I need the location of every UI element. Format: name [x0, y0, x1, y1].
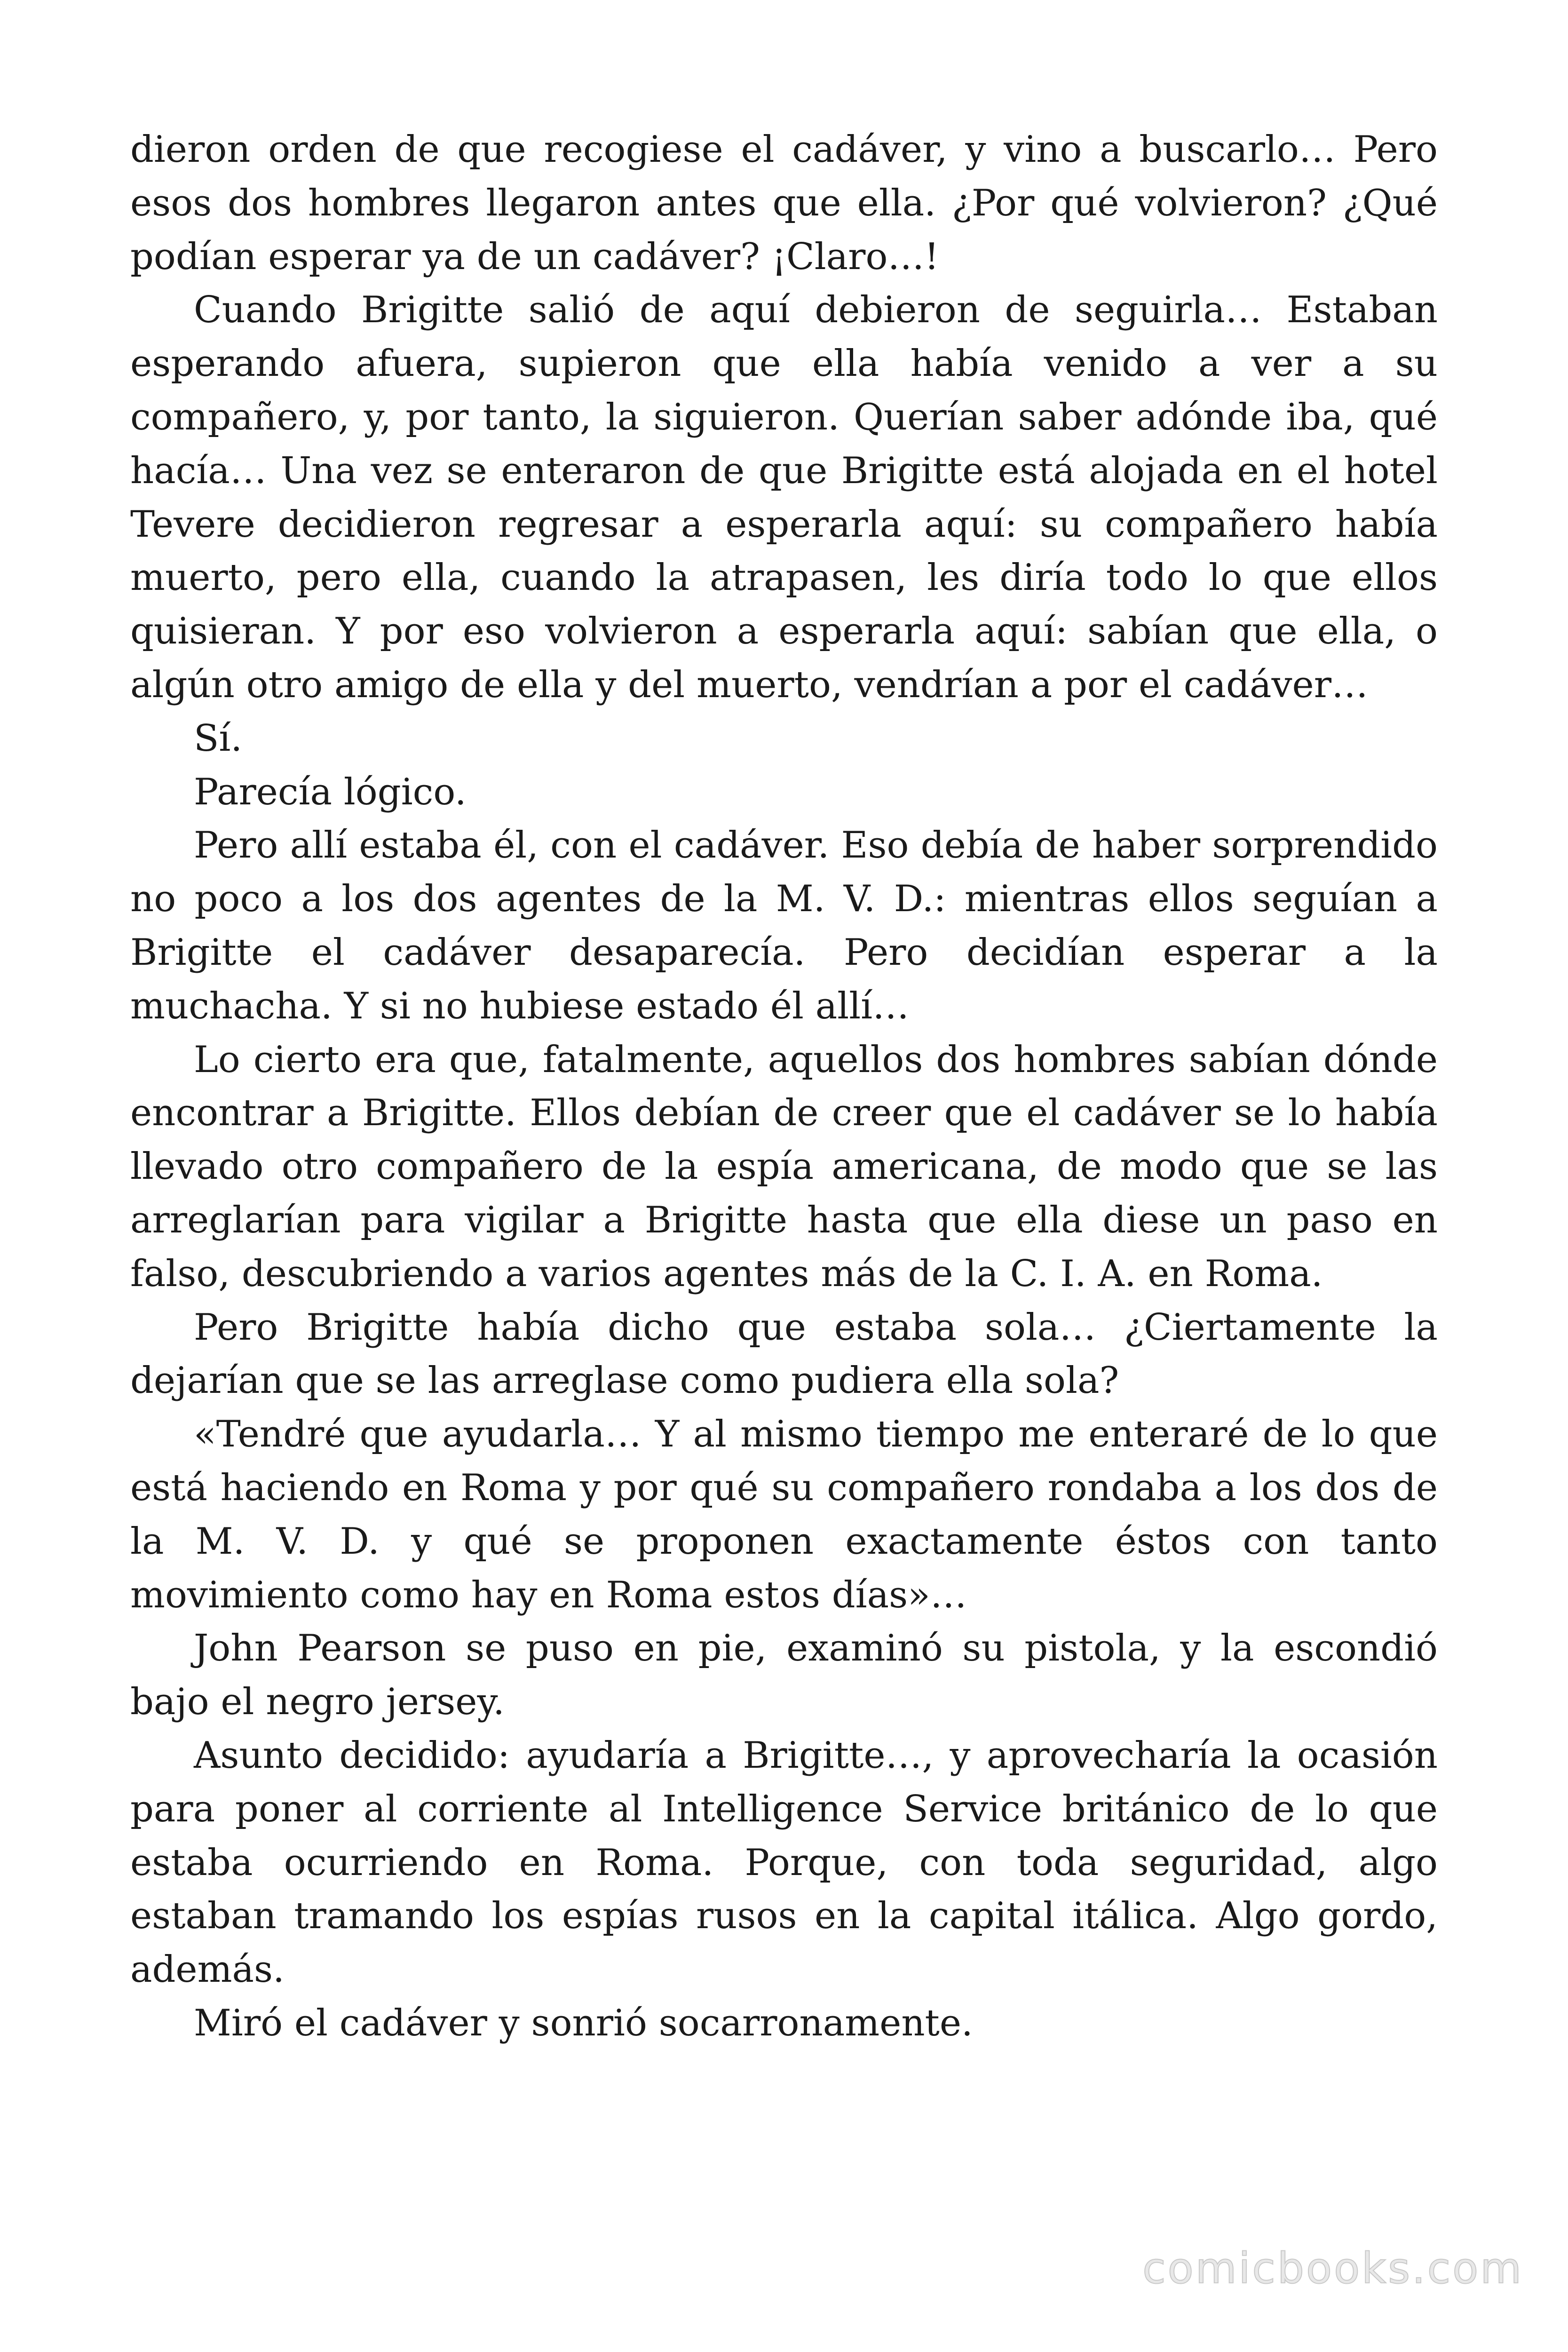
paragraph: Lo cierto era que, fatalmente, aquellos dos hombres sabían dónde encontrar a Brigitte. Ellos debían de creer que el cadáver se lo había llevado otro compañero de la espía americana, de modo que se las arreglarían para vigilar a Brigitte hasta que ella diese un paso en falso, descubriendo a varios agentes más de la C. I. A. en Roma. — [130, 1038, 1438, 1295]
paragraph: Asunto decidido: ayudaría a Brigitte…, y aprovecharía la ocasión para poner al corriente al Intelligence Service británico de lo que estaba ocurriendo en Roma. Porque, con toda seguridad, algo estaban tramando los espías rusos en la capital itálica. Algo gordo, además. — [130, 1734, 1438, 1991]
paragraph: Sí. — [194, 717, 243, 760]
paragraph: John Pearson se puso en pie, examinó su pistola, y la escondió bajo el negro jersey. — [130, 1627, 1438, 1724]
paragraph: «Tendré que ayudarla… Y al mismo tiempo me enteraré de lo que está haciendo en Roma y por qué su compañero rondaba a los dos de la M. V. D. y qué se proponen exactamente éstos con tanto movimiento como hay en Roma estos días»… — [130, 1413, 1438, 1616]
paragraph: Parecía lógico. — [194, 771, 467, 813]
watermark: comicbooks.com — [1142, 2244, 1523, 2293]
paragraph: Pero Brigitte había dicho que estaba sola… ¿Ciertamente la dejarían que se las arreglase como pudiera ella sola? — [130, 1306, 1438, 1402]
paragraph: Miró el cadáver y sonrió socarronamente. — [194, 2002, 973, 2044]
paragraph: Cuando Brigitte salió de aquí debieron de seguirla… Estaban esperando afuera, supieron que ella había venido a ver a su compañero, y, por tanto, la siguieron. Querían saber adónde iba, qué hacía… Una vez se enteraron de que Brigitte está alojada en el hotel Tevere decidieron regresar a esperarla aquí: su compañero había muerto, pero ella, cuando la atrapasen, les diría todo lo que ellos quisieran. Y por eso volvieron a esperarla aquí: sabían que ella, o algún otro amigo de ella y del muerto, vendrían a por el cadáver… — [130, 289, 1438, 706]
page-body — [130, 123, 1438, 2050]
paragraph: dieron orden de que recogiese el cadáver, y vino a buscarlo… Pero esos dos hombres llegaron antes que ella. ¿Por qué volvieron? ¿Qué podían esperar ya de un cadáver? ¡Claro…! — [130, 128, 1438, 278]
paragraph: Pero allí estaba él, con el cadáver. Eso debía de haber sorprendido no poco a los dos agentes de la M. V. D.: mientras ellos seguían a Brigitte el cadáver desaparecía. Pero decidían esperar a la muchacha. Y si no hubiese estado él allí… — [130, 824, 1438, 1027]
